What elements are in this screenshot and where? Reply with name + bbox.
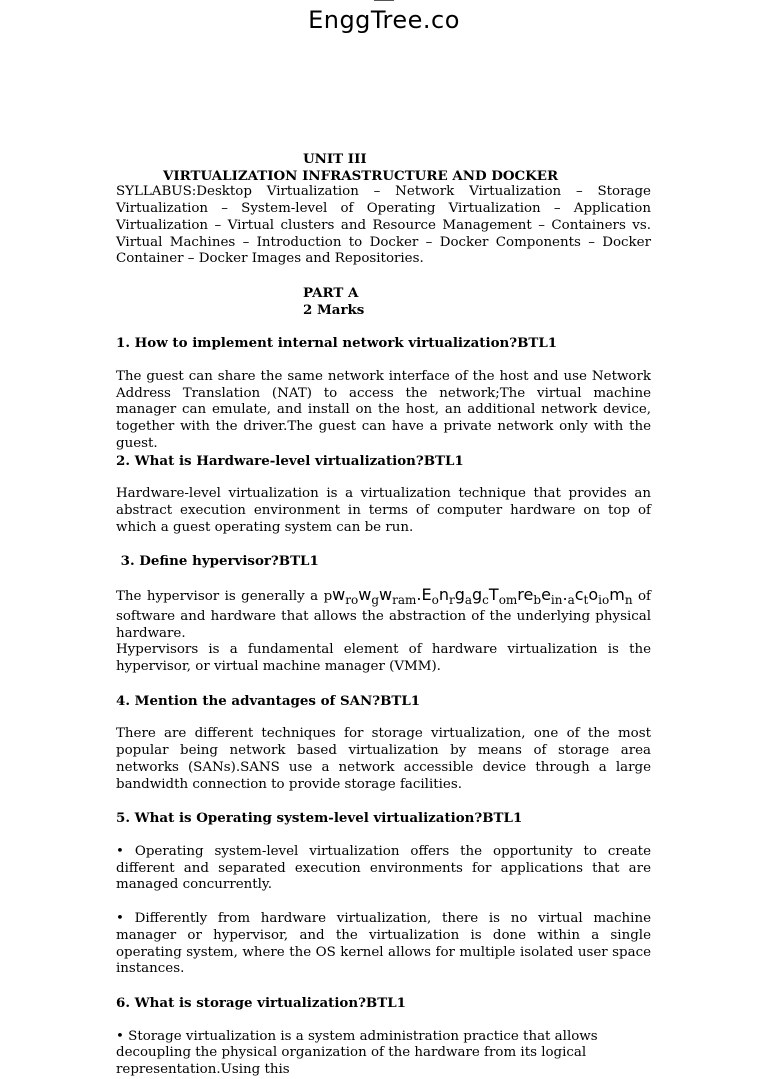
watermark-glyph: w	[379, 585, 393, 605]
unit-title: VIRTUALIZATION INFRASTRUCTURE AND DOCKER	[163, 167, 559, 184]
watermark-site: EnggTree.co	[308, 6, 460, 34]
answer-fragment: ro	[345, 593, 359, 608]
question-1: 1. How to implement internal network virtualization?BTL1	[116, 335, 558, 352]
answer-3	[116, 587, 651, 642]
answer-3-prefix: The hypervisor is generally a p	[116, 589, 333, 605]
answer-1: The guest can share the same network interface of the host and use Network Address Translation (NAT) to access the network;The virtual machine manager can emulate, and install on the host, an additional network device, together with the driver.The guest can have a private network only with the guest.	[116, 369, 651, 451]
answer-5a: • Operating system-level virtualization offers the opportunity to create different and separated execution environments for applications that are managed concurrently.	[116, 843, 651, 893]
answer-fragment: in	[550, 593, 563, 608]
answer-fragment: a	[567, 593, 575, 608]
question-6: 6. What is storage virtualization?BTL1	[116, 994, 406, 1011]
question-5: 5. What is Operating system-level virtualization?BTL1	[116, 810, 523, 827]
part-marks: 2 Marks	[303, 301, 365, 318]
answer-fragment: ram	[392, 593, 417, 608]
unit-heading: UNIT III	[303, 151, 367, 167]
part-label: PART A	[303, 284, 359, 301]
answer-fragment: c	[482, 593, 489, 608]
answer-fragment: om	[498, 593, 518, 608]
document-body	[116, 151, 651, 1079]
watermark-glyph: m	[609, 585, 625, 605]
answer-3-suffix: of software and hardware that allows the abstraction of the underlying physical hardware.	[116, 589, 651, 641]
question-2: 2. What is Hardware-level virtualization?BTL1	[116, 452, 464, 469]
watermark-glyph: w	[358, 585, 372, 605]
question-4: 4. Mention the advantages of SAN?BTL1	[116, 692, 421, 709]
answer-fragment: io	[598, 593, 610, 608]
syllabus-text: SYLLABUS:Desktop Virtualization – Network Virtualization – Storage Virtualization – System-level of Operating Virtualization – Application Virtualization – Virtual clusters and Resource Management – Containers vs. Virtual Machines – Introduction to Docker – Docker Components – Docker Container – Docker Images and Repositories.	[116, 184, 651, 267]
watermark-glyph: n	[438, 585, 449, 605]
answer-fragment: b	[533, 593, 542, 608]
answer-2: Hardware-level virtualization is a virtualization technique that provides an abstract execution environment in terms of computer hardware on top of which a guest operating system can be run.	[116, 486, 651, 535]
answer-fragment: g	[371, 593, 379, 608]
watermark-glyph: re	[517, 585, 534, 605]
watermark-glyph: o	[588, 585, 599, 605]
answer-5b: • Differently from hardware virtualization, there is no virtual machine manager or hypervisor, and the virtualization is done within a single operating system, where the OS kernel allows for multiple isolated user space instances.	[116, 911, 651, 977]
watermark-glyph: g	[472, 585, 483, 605]
answer-fragment: o	[431, 593, 439, 608]
answer-6: • Storage virtualization is a system administration practice that allows decoupling the physical organization of the hardware from its logical representation.Using this	[116, 1028, 598, 1078]
question-3: 3. Define hypervisor?BTL1	[116, 553, 319, 570]
answer-fragment: n	[624, 593, 633, 608]
watermark-glyph: e	[541, 585, 551, 605]
watermark-glyph: g	[454, 585, 465, 605]
watermark-glyph: .E	[416, 585, 432, 605]
watermark-glyph: c	[574, 585, 584, 605]
answer-fragment: r	[448, 593, 455, 608]
answer-fragment: a	[464, 593, 473, 608]
watermark-inline	[332, 585, 633, 608]
watermark-glyph: T	[488, 585, 499, 605]
watermark-glyph: .	[562, 585, 568, 605]
watermark-mark	[374, 0, 394, 1]
answer-4: There are different techniques for storage virtualization, one of the most popular being network based virtualization by means of storage area networks (SANs).SANS use a network accessible device through a large bandwidth connection to provide storage facilities.	[116, 726, 651, 792]
answer-3-continued: Hypervisors is a fundamental element of hardware virtualization is the hypervisor, or virtual machine manager (VMM).	[116, 642, 651, 675]
answer-fragment: t	[583, 593, 589, 608]
watermark-glyph: w	[332, 585, 346, 605]
